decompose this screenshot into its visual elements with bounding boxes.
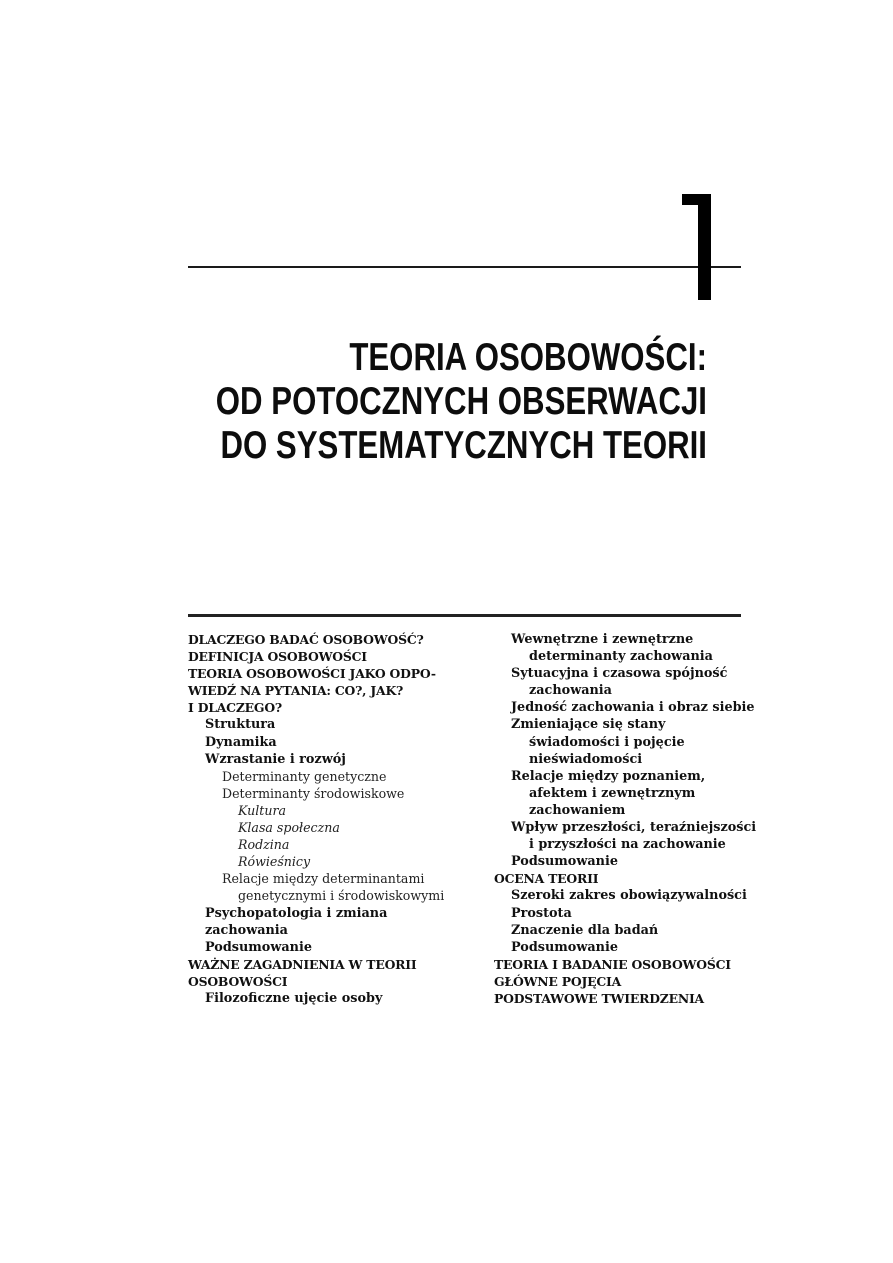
toc-subsection-continuation: zachowania [529, 683, 612, 699]
toc-heading: GŁÓWNE POJĘCIA [494, 973, 622, 989]
toc-item-italic: Rodzina [238, 837, 290, 853]
toc-subsection-continuation: zachowaniem [529, 802, 626, 818]
toc-subsection: Relacje między poznaniem, [511, 768, 706, 784]
toc-subsection: Jedność zachowania i obraz siebie [511, 700, 755, 716]
toc-heading: TEORIA OSOBOWOŚCI JAKO ODPO- [188, 666, 436, 682]
toc-subsection: Podsumowanie [511, 939, 618, 955]
toc-subsection: Prostota [511, 905, 572, 921]
toc-heading: I DLACZEGO? [188, 700, 282, 716]
chapter-title-line-2: OD POTOCZNYCH OBSERWACJI [215, 380, 707, 423]
toc-heading: OSOBOWOŚCI [188, 973, 288, 989]
toc-subsection: Zmieniające się stany [511, 717, 666, 733]
toc-subsection-continuation: i przyszłości na zachowanie [529, 837, 726, 853]
toc-subsection: Sytuacyjna i czasowa spójność [511, 666, 728, 682]
toc-heading: WAŻNE ZAGADNIENIA W TEORII [188, 956, 417, 972]
toc-subsection: Wzrastanie i rozwój [205, 751, 346, 767]
chapter-title-line-1: TEORIA OSOBOWOŚCI: [349, 336, 707, 379]
toc-item-italic: Kultura [238, 802, 286, 818]
toc-heading: PODSTAWOWE TWIERDZENIA [494, 990, 704, 1006]
toc-item-italic: Rówieśnicy [238, 854, 311, 870]
chapter-title-line-3: DO SYSTEMATYCZNYCH TEORII [220, 424, 707, 467]
toc-subsection: Wewnętrzne i zewnętrzne [511, 632, 694, 647]
toc-subsection: Szeroki zakres obowiązywalności [511, 888, 747, 904]
toc-heading: TEORIA I BADANIE OSOBOWOŚCI [494, 956, 731, 972]
toc-subsection: Podsumowanie [511, 854, 618, 870]
chapter-number-stem [698, 194, 711, 300]
toc-heading: DLACZEGO BADAĆ OSOBOWOŚĆ? [188, 632, 424, 647]
toc-subsection: Podsumowanie [205, 939, 312, 955]
chapter-contents-right-column [494, 631, 757, 1007]
toc-heading: DEFINICJA OSOBOWOŚCI [188, 649, 367, 665]
toc-subsection-continuation: zachowania [205, 922, 288, 938]
toc-subsubsection-continuation: genetycznymi i środowiskowymi [238, 888, 445, 904]
chapter-contents-left-column [188, 631, 478, 1007]
toc-subsubsection: Determinanty środowiskowe [222, 785, 405, 801]
toc-subsection: Dynamika [205, 734, 277, 750]
toc-item-italic: Klasa społeczna [238, 820, 340, 836]
toc-subsection: Filozoficzne ujęcie osoby [205, 990, 383, 1006]
toc-subsubsection: Relacje między determinantami [222, 871, 425, 887]
toc-heading: OCENA TEORII [494, 871, 599, 887]
toc-subsection: Struktura [205, 717, 276, 733]
chapter-title [93, 336, 707, 468]
toc-subsection: Wpływ przeszłości, teraźniejszości [511, 820, 757, 836]
toc-subsection: Znaczenie dla badań [511, 922, 659, 938]
toc-subsection-continuation: determinanty zachowania [529, 649, 713, 665]
toc-subsection: Psychopatologia i zmiana [205, 905, 388, 921]
toc-subsubsection: Determinanty genetyczne [222, 768, 387, 784]
toc-subsection-continuation: afektem i zewnętrznym [529, 785, 696, 801]
contents-rule [188, 614, 741, 617]
toc-heading: WIEDŹ NA PYTANIA: CO?, JAK? [188, 683, 404, 699]
toc-subsection-continuation: świadomości i pojęcie [529, 734, 685, 750]
toc-subsection-continuation: nieświadomości [529, 751, 643, 767]
chapter-rule [188, 266, 741, 268]
